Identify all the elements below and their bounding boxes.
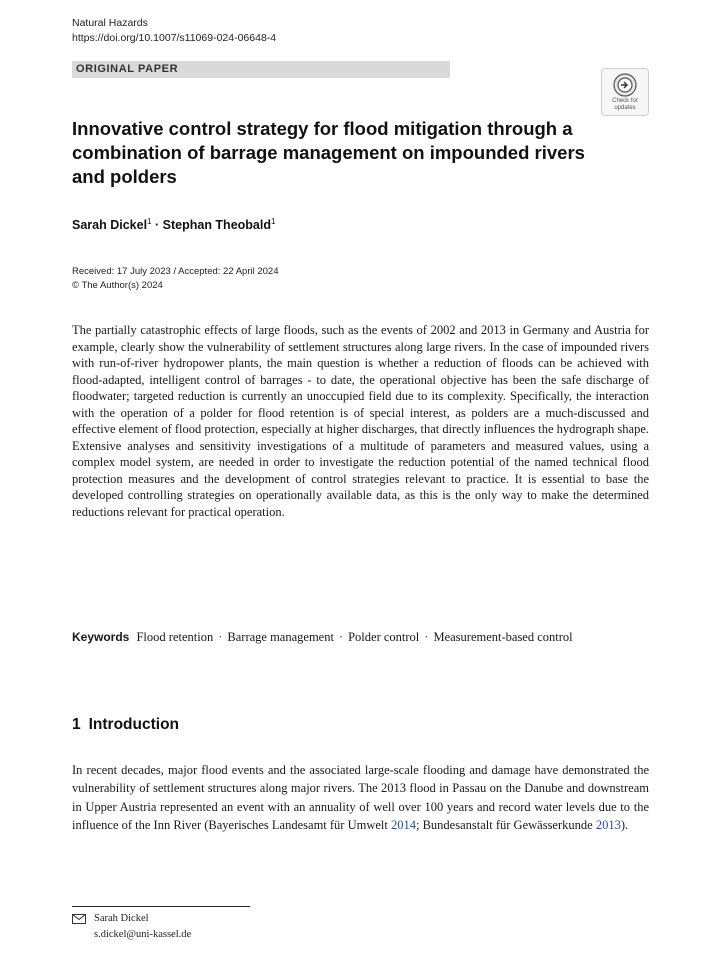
corresponding-author-name: Sarah Dickel [94,913,149,924]
author-name[interactable]: Stephan Theobald [162,218,271,233]
received-accepted: Received: 17 July 2023 / Accepted: 22 April 2024 [72,266,279,277]
author-separator: · [154,218,160,233]
doi-link[interactable]: https://doi.org/10.1007/s11069-024-06648-4 [72,32,277,44]
crossmark-icon [613,73,637,97]
keywords-label: Keywords [72,630,130,644]
intro-text: In recent decades, major flood events and the associated large-scale flooding and damage have demonstrated the vulnerability of settlement structures along major rivers. The 2013 flood in Passau on the Danube and downstream in Upper Austria represented an event with an annuality of well over 100 years and record water levels due to the influence of the Inn River (Bayerisches Landesamt für Umwelt [72,763,649,833]
keywords [72,628,649,646]
copyright: © The Author(s) 2024 [72,280,163,291]
citation-link[interactable]: 2013 [595,818,621,833]
keyword: Flood retention [136,630,214,644]
check-for-updates-button[interactable] [601,68,649,116]
paper-title: Innovative control strategy for flood mitigation through a combination of barrage management on impounded rivers and polders [72,118,585,187]
keyword: Barrage management [227,630,334,644]
keyword: Polder control [348,630,420,644]
section-number: 1 [72,716,81,733]
author-affiliation: 1 [147,217,152,226]
section-title: Introduction [88,716,180,733]
intro-text: ; Bundesanstalt für Gewässerkunde [416,818,596,833]
keyword: Measurement-based control [433,630,573,644]
author-name[interactable]: Sarah Dickel [72,218,148,233]
journal-header [72,16,276,46]
journal-name: Natural Hazards [72,17,148,29]
envelope-icon [72,914,86,924]
abstract: The partially catastrophic effects of large floods, such as the events of 2002 and 2013 in Germany and Austria for example, clearly show the vulnerability of settlement structures along large rivers. In the case of impounded rivers with run-of-river hydropower plants, the main question is whether a reduction of floods can be achieved with flood-adapted, intelligent control of barrages - to date, the operational objective has been the safe discharge of floodwater; targeted reduction is currently an unoccupied field due to its complexity. Specifically, the interaction with the operation of a polder for flood retention is of special interest, as polders are a much-discussed and effective element of flood protection, especially at higher discharges, that directly influences the hydrograph shape. Extensive analyses and sensitivity investigations of a multitude of parameters and measured values, using a complex model system, are needed in order to investigate the reduction potential of the named technical flood protection measures and the development of control strategies relevant to practice. It is essential to base the developed controlling strategies on operationally available data, as this is the only way to make the determined reductions relevant for practical operation. [72,323,649,520]
author-affiliation: 1 [270,217,276,226]
footnote-rule [72,906,250,907]
intro-paragraph [72,761,649,835]
keyword-separator: · [338,630,344,644]
citation-link[interactable]: 2014 [391,818,416,833]
keyword-separator: · [424,630,429,644]
section-heading [72,716,179,734]
publication-dates [72,265,279,293]
intro-text: ). [620,818,629,833]
author-list [72,217,275,232]
crossmark-label: Check for updates [612,98,638,111]
article-type-bar [72,61,450,78]
keyword-separator: · [218,630,223,644]
article-type-label: ORIGINAL PAPER [76,63,179,75]
corresponding-author-email[interactable]: s.dickel@uni-kassel.de [94,929,192,940]
